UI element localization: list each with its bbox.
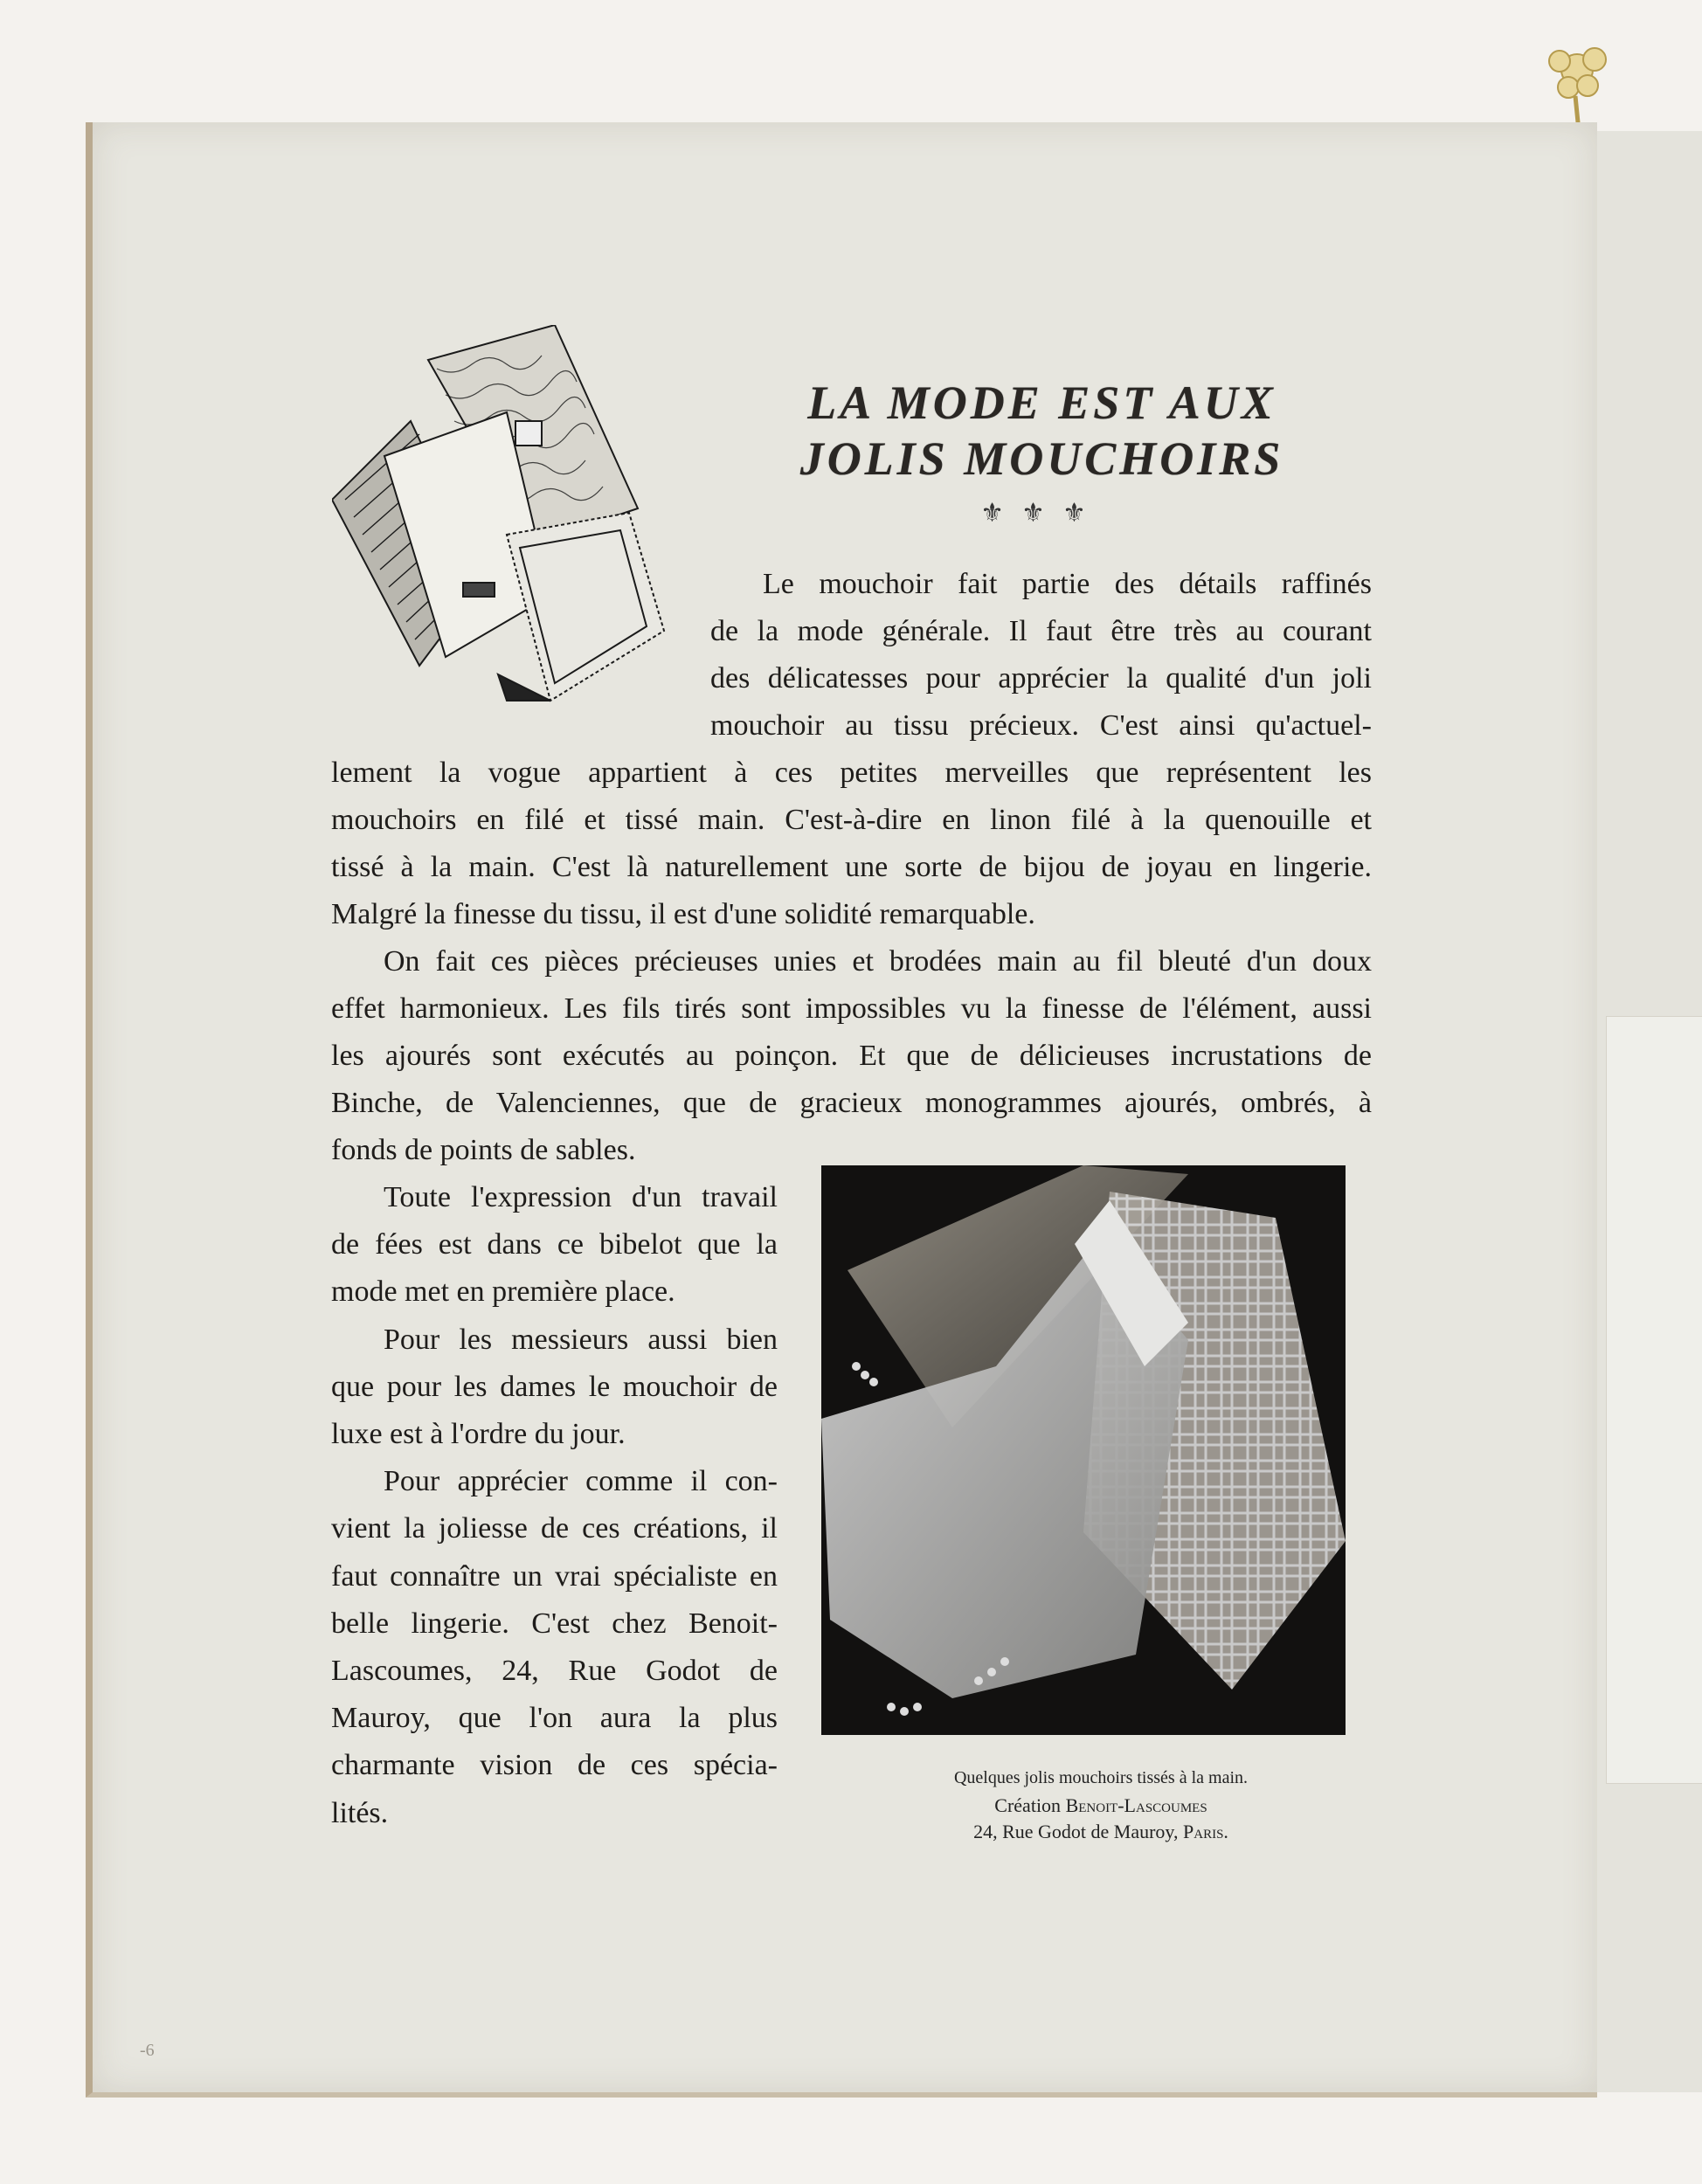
text-line: belle lingerie. C'est chez Benoit- xyxy=(331,1607,778,1640)
text-line: Lascoumes, 24, Rue Godot de xyxy=(331,1655,778,1687)
photo-caption-line-1: Quelques jolis mouchoirs tissés à la main. xyxy=(953,1768,1249,1787)
text-line: lités. xyxy=(331,1796,389,1829)
handkerchiefs-photo xyxy=(821,1165,1346,1735)
text-line: Pour les messieurs aussi bien xyxy=(384,1323,778,1356)
text-line: effet harmonieux. Les fils tirés sont impossibles vu la finesse de l'élément, aussi xyxy=(331,992,1372,1025)
binding-thread xyxy=(1525,35,1629,131)
fleur-de-lis-ornament: ⚜⚜⚜ xyxy=(980,499,1104,528)
text-line: des délicatesses pour apprécier la qualité d'un joli xyxy=(710,662,1372,695)
text-line: Le mouchoir fait partie des détails raffinés xyxy=(763,568,1372,600)
text-line: charmante vision de ces spécia- xyxy=(331,1749,778,1782)
photo-caption-line-2 xyxy=(874,1794,1328,1817)
text-line: mouchoir au tissu précieux. C'est ainsi qu'actuel- xyxy=(710,709,1372,742)
text-line: Malgré la finesse du tissu, il est d'une solidité remarquable. xyxy=(331,898,1035,930)
text-line: fonds de points de sables. xyxy=(331,1134,636,1166)
text-line: vient la joliesse de ces créations, il xyxy=(331,1512,778,1545)
text-line: de la mode générale. Il faut être très au courant xyxy=(710,615,1372,647)
text-line: On fait ces pièces précieuses unies et brodées main au fil bleuté d'un doux xyxy=(384,945,1372,978)
text-line: luxe est à l'ordre du jour. xyxy=(331,1418,626,1450)
caption-designer-name: Benoit-Lascoumes xyxy=(1065,1794,1207,1816)
text-line: Toute l'expression d'un travail xyxy=(384,1181,778,1213)
text-line: lement la vogue appartient à ces petites merveilles que représentent les xyxy=(331,757,1372,789)
text-line: que pour les dames le mouchoir de xyxy=(331,1370,778,1403)
text-line: Pour apprécier comme il con- xyxy=(384,1465,778,1498)
article-title-line-2: JOLIS MOUCHOIRS xyxy=(799,432,1284,485)
text-line: faut connaître un vrai spécialiste en xyxy=(331,1559,778,1593)
caption-city: Paris. xyxy=(1183,1821,1228,1842)
article-title-line-1: LA MODE EST AUX xyxy=(807,377,1276,429)
text-line: Binche, de Valenciennes, que de gracieux monogrammes ajourés, ombrés, à xyxy=(331,1087,1372,1119)
caption-address: 24, Rue Godot de Mauroy, xyxy=(973,1821,1179,1842)
page-number: -6 xyxy=(140,2041,155,2060)
text-line: de fées est dans ce bibelot que la xyxy=(331,1228,778,1261)
text-line: Mauroy, que l'on aura la plus xyxy=(331,1702,778,1735)
text-line: les ajourés sont exécutés au poinçon. Et que de délicieuses incrustations de xyxy=(331,1040,1372,1072)
photo-caption-line-3 xyxy=(874,1821,1328,1843)
facing-page-insert xyxy=(1606,1016,1702,1784)
text-line: mode met en première place. xyxy=(331,1275,675,1309)
text-line: tissé à la main. C'est là naturellement une sorte de bijou de joyau en lingerie. xyxy=(331,851,1372,883)
photo-content xyxy=(821,1165,1346,1735)
caption-creation-label: Création xyxy=(994,1794,1062,1816)
handkerchiefs-illustration xyxy=(332,325,673,706)
text-line: mouchoirs en filé et tissé main. C'est-à-dire en linon filé à la quenouille et xyxy=(331,804,1372,836)
